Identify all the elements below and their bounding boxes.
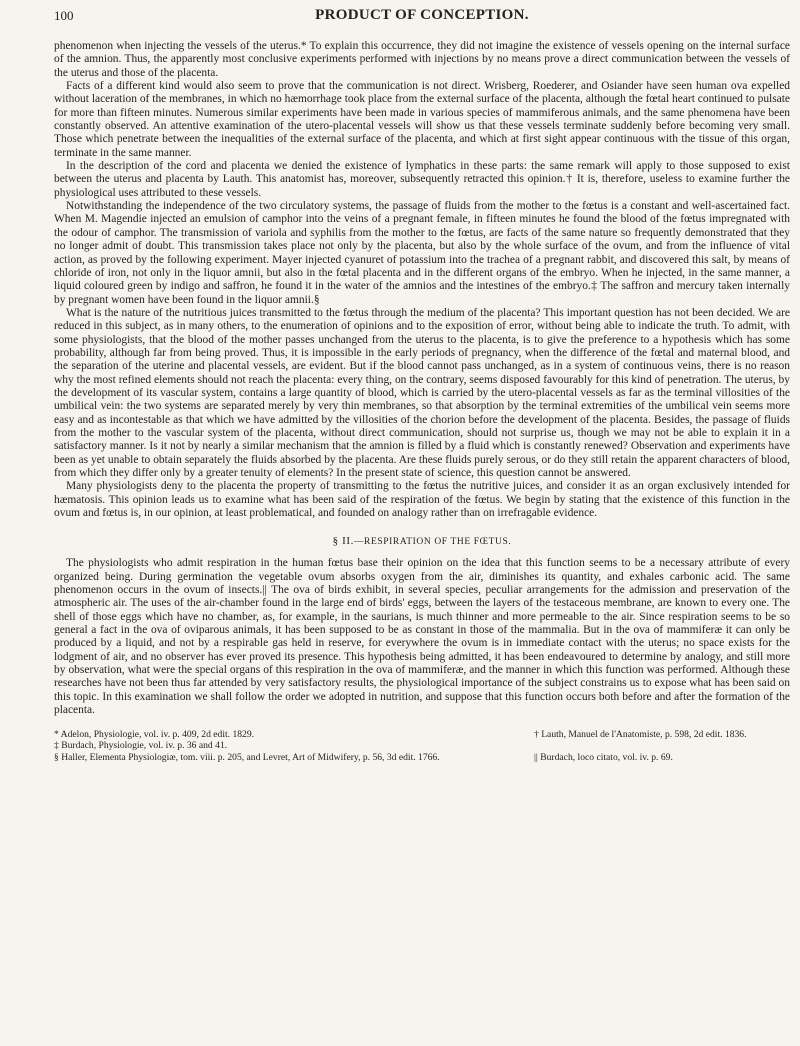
section-heading (54, 535, 790, 547)
page-number: 100 (54, 8, 74, 23)
paragraph: Notwithstanding the independence of the two circulatory systems, the passage of fluids from the mother to the fœtus is a constant and well-ascertained fact. When M. Magendie injected an emulsion of camphor into the veins of a pregnant female, in fifteen minutes he found the blood of the fœtus impregnated with the odour of camphor. The transmission of variola and syphilis from the mother to the fœtus, are facts of the same nature so frequently demonstrated that they no longer admit of doubt. This transmission takes place not only by the placenta, but also by the whole surface of the ovum, and from the influence of vital action, as proved by the following experiment. Mayer injected cyanuret of potassium into the trachea of a pregnant rabbit, and discovered this salt, by means of chloride of iron, not only in the liquor amnii, but also in the fœtal placenta and in the different organs of the embryo. When he injected, in the same manner, a liquid coloured green by indigo and saffron, he found it in the water of the amnios and the intestines of the embryo.‡ The saffron and mercury taken internally by pregnant women have been found in the liquor amnii.§ (54, 200, 790, 306)
paragraph: In the description of the cord and placenta we denied the existence of lymphatics in these parts: the same remark will apply to those supposed to exist between the uterus and placenta by Lauth. This anatomist has, moreover, subsequently retracted this opinion.† It is, therefore, useless to examine further the physiological uses attributed to these vessels. (54, 160, 790, 199)
book-page (54, 6, 790, 764)
footnote: * Adelon, Physiologie, vol. iv. p. 409, 2d edit. 1829. (54, 728, 255, 740)
footnote: || Burdach, loco citato, vol. iv. p. 69. (534, 751, 673, 763)
footnote: † Lauth, Manuel de l'Anatomiste, p. 598, 2d edit. 1836. (534, 728, 747, 740)
paragraph: The physiologists who admit respiration in the human fœtus base their opinion on the idea that this function seems to be a necessary attribute of every organized being. During germination the vegetable ovum absorbs oxygen from the air, diminishes its quantity, and exhales carbonic acid. The same phenomenon occurs in the ovum of insects.|| The ova of birds exhibit, in several species, peculiar arrangements for the admission and preservation of the atmospheric air. The uses of the air-chamber found in the large end of birds' eggs, between the layers of the testaceous membrane, are known to every one. The shell of those eggs which have no chamber, as, for example, in the saurians, is much thinner and more permeable to the air. Since respiration seems to be so general a fact in the ova of oviparous animals, it has been supposed to be as constant in those of the mammalia. But in the ova of mammiferæ it can only be produced by a liquid, and not by a respirable gas held in reserve, for everywhere the ovum is in immediate contact with the uterus; no space exists for the lodgment of air, and no observer has ever proved its presence. This hypothesis being admitted, it has been endeavoured to determine by analogy, and still more by observation, what were the special organs of this respiration in the ova of mammiferæ, and the manner in which this function was performed. Although these researches have not been thus far attended by very satisfactory results, the physiological importance of the subject constrains us to expose what has been said on this topic. In this examination we shall follow the order we adopted in nutrition, and suppose that this function occurs both before and after the formation of the placenta. (54, 557, 790, 717)
body-text (54, 40, 790, 718)
paragraph: phenomenon when injecting the vessels of the uterus.* To explain this occurrence, they did not imagine the existence of vessels opening on the internal surface of the amnion. Thus, the apparently most conclusive experiments performed with injections by no means prove a direct communication between the vessels of the uterus and those of the placenta. (54, 40, 790, 79)
footnote: ‡ Burdach, Physiologie, vol. iv. p. 36 and 41. (54, 740, 228, 752)
paragraph: What is the nature of the nutritious juices transmitted to the fœtus through the medium of the placenta? This important question has not been decided. We are reduced in this subject, as in many others, to the enumeration of opinions and to the exposition of error, without being able to indicate the truth. To admit, with some physiologists, that the blood of the mother passes unchanged from the uterus to the placenta, is to give the preference to a hypothesis which has some probability, although far from being proved. Thus, it is impossible in the early periods of pregnancy, when the difference of the fœtal and maternal blood, and the separation of the uterine and placental vessels, are evident. But if the blood cannot pass unchanged, as in a system of continuous veins, there is no reason why the most refined elements should not reach the placenta: every thing, on the contrary, seems disposed favourably for this kind of penetration. The uterus, by the development of its vascular system, contains a large quantity of blood, which is carried by the utero-placental vessels as far as the terminal villosities of the umbilical vein: the two systems are separated merely by very thin membranes, so that absorption by the terminal extremities of the umbilical vein seems more easy and as incontestable as that which we have admitted by the villosities of the chorion before the development of the placenta. Besides, the passage of fluids from the mother to the vascular system of the placenta, without direct communication, should not surprise us, though we may not be able to explain it in a satisfactory manner. Is it not by nearly a similar mechanism that the amnion is filled by a fluid which is constantly renewed? Observation and experiments have been as yet unable to obtain separately the fluids absorbed by the placenta. Are these fluids purely serous, or do they still retain the apparent characters of blood, from which they differ only by a greater tenuity of elements? In the present state of science, this question cannot be answered. (54, 306, 790, 479)
footnotes (54, 729, 790, 764)
page-header (54, 6, 790, 28)
running-title: PRODUCT OF CONCEPTION. (315, 7, 529, 23)
section-title: —RESPIRATION OF THE FŒTUS. (353, 537, 512, 548)
footnote: § Haller, Elementa Physiologiæ, tom. viii. p. 205, and Levret, Art of Midwifery, p. 56, 3d edit. 1766. (54, 751, 440, 763)
section-number: § II. (332, 535, 354, 548)
paragraph: Facts of a different kind would also seem to prove that the communication is not direct. Wrisberg, Roederer, and Osiander have seen human ova expelled without laceration of the membranes, in which no hæmorrhage took place from the external surface of the placenta, although the fœtal heart continued to pulsate for more than fifteen minutes. Numerous similar experiments have been made in various species of mammiferous animals, and the same phenomena have been constantly observed. An attentive examination of the utero-placental vessels will show us that these vessels terminate suddenly before becoming very small. Those which penetrate between the inequalities of the external surface of the placenta, and which at first sight appear continuous with the tissue of this organ, terminate in the same manner. (54, 80, 790, 159)
paragraph: Many physiologists deny to the placenta the property of transmitting to the fœtus the nutritive juices, and consider it as an organ exclusively intended for hæmatosis. This opinion leads us to examine what has been said of the respiration of the fœtus. We begin by stating that the existence of this function in the ovum and fœtus is, in our opinion, at least problematical, and founded on analogy rather than on irrefragable evidence. (54, 480, 790, 520)
footnote (534, 740, 790, 752)
